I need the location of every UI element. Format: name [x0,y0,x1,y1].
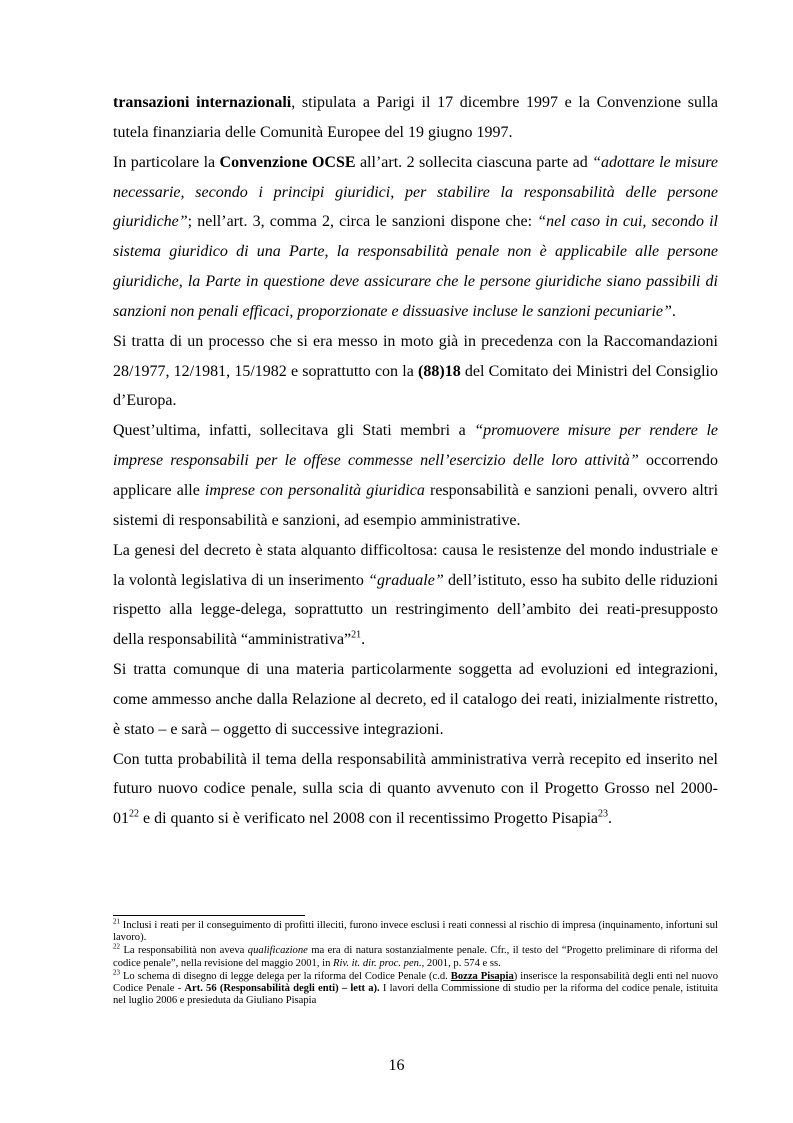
paragraph-1 [113,88,718,148]
text-run: Con tutta probabilità il tema della responsabilità amministrativa verrà recepito ed inserito nel futuro nuovo codice penale, sulla scia di quanto avvenuto con il Progetto Grosso nel 2000-01 [113,750,718,828]
paragraph-2 [113,148,718,327]
footnote-text: Inclusi i reati per il conseguimento di profitti illeciti, furono invece esclusi i reati connessi al rischio di impresa (inquinamento, infortuni sul lavoro). [113,920,718,944]
text-run: In particolare la [113,153,220,171]
paragraph-6 [113,655,718,745]
main-text [113,88,718,834]
footnote-number: 23 [113,968,120,977]
text-run: , stipulata a Parigi il 17 dicembre 1997 e la Convenzione sulla tutela finanziaria delle Comunità Europee del 19 giugno 1997. [113,94,719,141]
text-run: responsabilità e sanzioni penali, ovvero altri sistemi di responsabilità e sanzioni, ad esempio amministrative. [113,481,719,529]
footnote-text: , 2001, p. 574 e ss. [421,957,501,969]
footnote-23 [113,968,718,1008]
text-run: occorrendo applicare alle [113,452,718,499]
bold-text: Art. 56 (Responsabilità degli enti) – lett a). [184,983,380,995]
footnotes [113,917,718,1008]
page-number: 16 [388,1057,405,1074]
footnote-ref-21[interactable]: 21 [351,629,362,641]
footnote-ref-23[interactable]: 23 [598,808,609,820]
text-run: Si tratta di un processo che si era messo in moto già in precedenza con la Raccomandazioni 28/1977, 12/1981, 15/1982 e soprattutto con la [113,332,718,380]
text-run: . [671,302,676,320]
italic-text: Riv. it. dir. proc. pen. [333,957,422,969]
footnote-22 [113,942,718,969]
italic-text: “graduale” [368,571,444,589]
text-run: . [608,810,613,828]
text-run: La genesi del decreto è stata alquanto difficoltosa: causa le resistenze del mondo industriale e la volontà legislativa di un inserimento [113,541,718,589]
italic-quote: “adottare le misure necessarie, secondo i principi giuridici, per stabilire la responsabilità delle persone giuridiche” [113,153,718,231]
footnote-text: ) inserisce la responsabilità degli enti nel nuovo Codice Penale - [113,970,718,995]
text-run: ; nell’art. 3, comma 2, circa le sanzioni dispone che: [187,213,538,231]
paragraph-3 [113,327,718,417]
footnote-text: Lo schema di disegno di legge delega per la riforma del Codice Penale (c.d. [120,970,451,982]
underlined-bold-text: Bozza Pisapia [450,970,514,982]
paragraph-5 [113,536,718,655]
footnote-number: 22 [113,942,120,951]
footnote-text: I lavori della Commissione di studio per la riforma del codice penale, istituita nel luglio 2006 e presieduta da Giuliano Pisapia [113,983,718,1007]
footnote-text: La responsabilità non aveva [120,945,248,957]
text-run: e di quanto si è verificato nel 2008 con il recentissimo Progetto Pisapia [139,810,599,828]
italic-quote: “promuovere misure per rendere le imprese responsabili per le offese commesse nell’esercizio delle loro attività” [113,422,718,470]
footnote-text: ma era di natura sostanzialmente penale. Cfr., il testo del “Progetto preliminare di riforma del codice penale”, nella revisione del maggio 2001, in [113,945,718,969]
text-run: dell’istituto, esso ha subito delle riduzioni rispetto alla legge-delega, soprattutto un restringimento dell’ambito dei reati-presupposto della responsabilità “amministrativa” [113,571,719,649]
bold-text: (88)18 [418,362,461,380]
italic-quote: “nel caso in cui, secondo il sistema giuridico di una Parte, la responsabilità penale non è applicabile alle persone giuridiche, la Parte in questione deve assicurare che le persone giuridiche siano passibili di sanzioni non penali efficaci, proporzionate e dissuasive incluse le sanzioni pecuniarie” [113,213,718,320]
bold-text: transazioni internazionali [113,94,292,111]
text-run: del Comitato dei Ministri del Consiglio d’Europa. [113,362,718,410]
bold-text: Convenzione OCSE [219,153,356,171]
text-run: . [361,631,366,649]
paragraph-4 [113,416,718,535]
footnote-21 [113,917,718,944]
footnote-ref-22[interactable]: 22 [129,808,139,820]
paragraph-7 [113,745,718,835]
italic-text: imprese con personalità giuridica [204,481,425,499]
text-run: Quest’ultima, infatti, sollecitava gli Stati membri a [113,422,475,440]
footnote-number: 21 [113,917,120,926]
italic-text: qualificazione [247,945,308,957]
text-run: all’art. 2 sollecita ciascuna parte ad [355,153,593,171]
footnote-separator [113,915,305,916]
text-run: Si tratta comunque di una materia particolarmente soggetta ad evoluzioni ed integrazioni, come ammesso anche dalla Relazione al decreto, ed il catalogo dei reati, inizialmente ristretto, è stato – e sarà – oggetto di successive integrazioni. [113,661,718,738]
